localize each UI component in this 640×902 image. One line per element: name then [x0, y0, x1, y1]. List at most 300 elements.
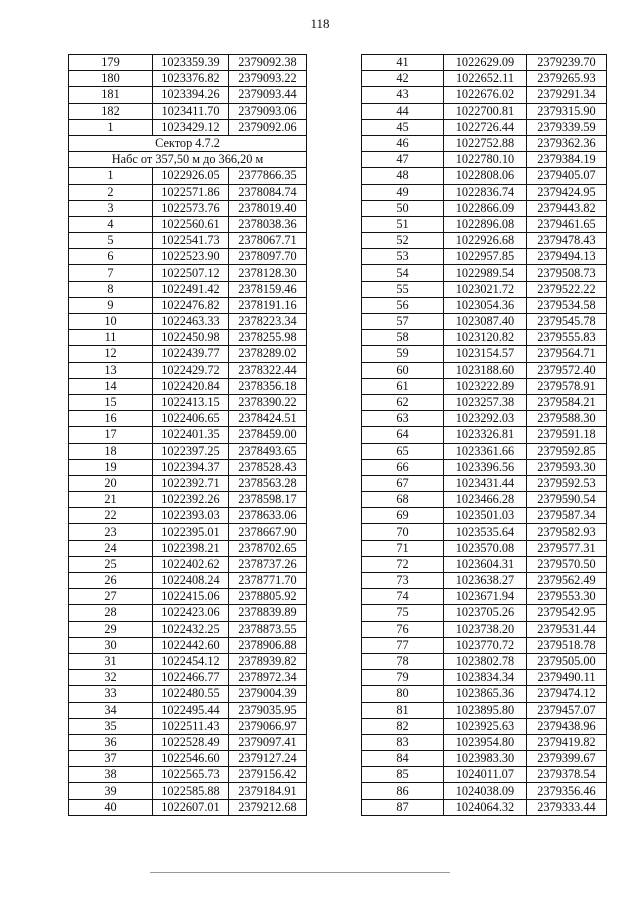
- bottom-divider: [150, 872, 450, 873]
- table-row: [69, 459, 307, 475]
- y-coordinate-cell: 2379035.95: [229, 702, 307, 718]
- point-number-cell: 81: [362, 702, 444, 718]
- x-coordinate-cell: 1022676.02: [444, 87, 527, 103]
- x-coordinate-cell: 1022629.09: [444, 55, 527, 71]
- table-row: [69, 168, 307, 184]
- table-row: [362, 556, 607, 572]
- point-number-cell: 86: [362, 783, 444, 799]
- point-number-cell: 181: [69, 87, 153, 103]
- point-number-cell: 58: [362, 330, 444, 346]
- y-coordinate-cell: 2379339.59: [527, 119, 607, 135]
- y-coordinate-cell: 2379066.97: [229, 718, 307, 734]
- table-row: [69, 556, 307, 572]
- y-coordinate-cell: 2378038.36: [229, 216, 307, 232]
- point-number-cell: 17: [69, 427, 153, 443]
- y-coordinate-cell: 2379553.30: [527, 589, 607, 605]
- x-coordinate-cell: 1022926.05: [153, 168, 229, 184]
- point-number-cell: 49: [362, 184, 444, 200]
- point-number-cell: 7: [69, 265, 153, 281]
- table-row: [362, 265, 607, 281]
- point-number-cell: 24: [69, 540, 153, 556]
- x-coordinate-cell: 1022392.71: [153, 475, 229, 491]
- x-coordinate-cell: 1023087.40: [444, 314, 527, 330]
- point-number-cell: 72: [362, 556, 444, 572]
- y-coordinate-cell: 2379508.73: [527, 265, 607, 281]
- point-number-cell: 31: [69, 653, 153, 669]
- x-coordinate-cell: 1022652.11: [444, 71, 527, 87]
- point-number-cell: 27: [69, 589, 153, 605]
- y-coordinate-cell: 2378084.74: [229, 184, 307, 200]
- table-row: [69, 734, 307, 750]
- point-number-cell: 29: [69, 621, 153, 637]
- table-row: [69, 783, 307, 799]
- point-number-cell: 50: [362, 200, 444, 216]
- point-number-cell: 79: [362, 670, 444, 686]
- table-row: [362, 686, 607, 702]
- x-coordinate-cell: 1022394.37: [153, 459, 229, 475]
- y-coordinate-cell: 2379461.65: [527, 216, 607, 232]
- table-row: [362, 573, 607, 589]
- x-coordinate-cell: 1023865.36: [444, 686, 527, 702]
- y-coordinate-cell: 2378097.70: [229, 249, 307, 265]
- table-row: [69, 265, 307, 281]
- x-coordinate-cell: 1022415.06: [153, 589, 229, 605]
- point-number-cell: 47: [362, 152, 444, 168]
- x-coordinate-cell: 1023021.72: [444, 281, 527, 297]
- point-number-cell: 63: [362, 411, 444, 427]
- table-row: [69, 314, 307, 330]
- table-row: [362, 767, 607, 783]
- table-row: [362, 670, 607, 686]
- x-coordinate-cell: 1023604.31: [444, 556, 527, 572]
- point-number-cell: 22: [69, 508, 153, 524]
- table-row: [69, 119, 307, 135]
- table-row: [362, 492, 607, 508]
- table-row: [362, 87, 607, 103]
- x-coordinate-cell: 1022398.21: [153, 540, 229, 556]
- x-coordinate-cell: 1022752.88: [444, 135, 527, 151]
- y-coordinate-cell: 2378737.26: [229, 556, 307, 572]
- point-number-cell: 78: [362, 653, 444, 669]
- point-number-cell: 42: [362, 71, 444, 87]
- point-number-cell: 75: [362, 605, 444, 621]
- y-coordinate-cell: 2379424.95: [527, 184, 607, 200]
- y-coordinate-cell: 2379564.71: [527, 346, 607, 362]
- point-number-cell: 8: [69, 281, 153, 297]
- point-number-cell: 67: [362, 475, 444, 491]
- point-number-cell: 44: [362, 103, 444, 119]
- table-row: [69, 540, 307, 556]
- y-coordinate-cell: 2379093.44: [229, 87, 307, 103]
- y-coordinate-cell: 2378972.34: [229, 670, 307, 686]
- y-coordinate-cell: 2378424.51: [229, 411, 307, 427]
- x-coordinate-cell: 1023954.80: [444, 734, 527, 750]
- table-row: [362, 718, 607, 734]
- point-number-cell: 57: [362, 314, 444, 330]
- point-number-cell: 6: [69, 249, 153, 265]
- x-coordinate-cell: 1023895.80: [444, 702, 527, 718]
- x-coordinate-cell: 1022573.76: [153, 200, 229, 216]
- table-row: [362, 799, 607, 815]
- table-row: [69, 184, 307, 200]
- table-row: [69, 200, 307, 216]
- table-row: [69, 87, 307, 103]
- point-number-cell: 83: [362, 734, 444, 750]
- y-coordinate-cell: 2378805.92: [229, 589, 307, 605]
- x-coordinate-cell: 1023535.64: [444, 524, 527, 540]
- table-row: [69, 362, 307, 378]
- table-row: [362, 297, 607, 313]
- x-coordinate-cell: 1022406.65: [153, 411, 229, 427]
- x-coordinate-cell: 1023770.72: [444, 637, 527, 653]
- y-coordinate-cell: 2379184.91: [229, 783, 307, 799]
- y-coordinate-cell: 2379093.22: [229, 71, 307, 87]
- y-coordinate-cell: 2379545.78: [527, 314, 607, 330]
- y-coordinate-cell: 2378771.70: [229, 573, 307, 589]
- x-coordinate-cell: 1022808.06: [444, 168, 527, 184]
- table-row: [362, 540, 607, 556]
- left-section-rows: [69, 168, 307, 816]
- point-number-cell: 5: [69, 233, 153, 249]
- right-rows: [362, 55, 607, 816]
- table-row: [69, 524, 307, 540]
- table-row: [69, 492, 307, 508]
- table-row: [69, 297, 307, 313]
- x-coordinate-cell: 1023222.89: [444, 378, 527, 394]
- y-coordinate-cell: 2379490.11: [527, 670, 607, 686]
- table-row: [362, 783, 607, 799]
- y-coordinate-cell: 2378191.16: [229, 297, 307, 313]
- x-coordinate-cell: 1024011.07: [444, 767, 527, 783]
- point-number-cell: 66: [362, 459, 444, 475]
- table-row: [362, 200, 607, 216]
- table-row: [69, 605, 307, 621]
- point-number-cell: 55: [362, 281, 444, 297]
- y-coordinate-cell: 2379584.21: [527, 394, 607, 410]
- table-row: [362, 314, 607, 330]
- point-number-cell: 37: [69, 751, 153, 767]
- point-number-cell: 85: [362, 767, 444, 783]
- point-number-cell: 182: [69, 103, 153, 119]
- x-coordinate-cell: 1023120.82: [444, 330, 527, 346]
- x-coordinate-cell: 1023054.36: [444, 297, 527, 313]
- y-coordinate-cell: 2378019.40: [229, 200, 307, 216]
- y-coordinate-cell: 2378667.90: [229, 524, 307, 540]
- x-coordinate-cell: 1022397.25: [153, 443, 229, 459]
- table-row: [362, 443, 607, 459]
- point-number-cell: 80: [362, 686, 444, 702]
- table-row: [362, 233, 607, 249]
- x-coordinate-cell: 1022896.08: [444, 216, 527, 232]
- y-coordinate-cell: 2378633.06: [229, 508, 307, 524]
- table-row: [69, 216, 307, 232]
- point-number-cell: 54: [362, 265, 444, 281]
- y-coordinate-cell: 2379542.95: [527, 605, 607, 621]
- table-row: [362, 216, 607, 232]
- y-coordinate-cell: 2379127.24: [229, 751, 307, 767]
- table-row: [69, 249, 307, 265]
- table-row: [362, 653, 607, 669]
- point-number-cell: 12: [69, 346, 153, 362]
- y-coordinate-cell: 2378067.71: [229, 233, 307, 249]
- table-row: [362, 71, 607, 87]
- table-row: [69, 475, 307, 491]
- point-number-cell: 82: [362, 718, 444, 734]
- x-coordinate-cell: 1023501.03: [444, 508, 527, 524]
- point-number-cell: 11: [69, 330, 153, 346]
- point-number-cell: 68: [362, 492, 444, 508]
- x-coordinate-cell: 1022429.72: [153, 362, 229, 378]
- x-coordinate-cell: 1022463.33: [153, 314, 229, 330]
- point-number-cell: 40: [69, 799, 153, 815]
- y-coordinate-cell: 2379265.93: [527, 71, 607, 87]
- y-coordinate-cell: 2379315.90: [527, 103, 607, 119]
- point-number-cell: 179: [69, 55, 153, 71]
- x-coordinate-cell: 1022866.09: [444, 200, 527, 216]
- x-coordinate-cell: 1022523.90: [153, 249, 229, 265]
- point-number-cell: 51: [362, 216, 444, 232]
- table-row: [69, 589, 307, 605]
- x-coordinate-cell: 1022480.55: [153, 686, 229, 702]
- x-coordinate-cell: 1022393.03: [153, 508, 229, 524]
- point-number-cell: 35: [69, 718, 153, 734]
- x-coordinate-cell: 1022585.88: [153, 783, 229, 799]
- x-coordinate-cell: 1023359.39: [153, 55, 229, 71]
- table-row: [69, 330, 307, 346]
- y-coordinate-cell: 2378289.02: [229, 346, 307, 362]
- x-coordinate-cell: 1023154.57: [444, 346, 527, 362]
- section-title: Сектор 4.7.2: [69, 135, 307, 151]
- y-coordinate-cell: 2379438.96: [527, 718, 607, 734]
- x-coordinate-cell: 1023326.81: [444, 427, 527, 443]
- y-coordinate-cell: 2379474.12: [527, 686, 607, 702]
- y-coordinate-cell: 2379531.44: [527, 621, 607, 637]
- table-row: [69, 621, 307, 637]
- y-coordinate-cell: 2378598.17: [229, 492, 307, 508]
- x-coordinate-cell: 1023738.20: [444, 621, 527, 637]
- x-coordinate-cell: 1022511.43: [153, 718, 229, 734]
- table-row: [362, 249, 607, 265]
- point-number-cell: 41: [362, 55, 444, 71]
- x-coordinate-cell: 1022392.26: [153, 492, 229, 508]
- point-number-cell: 180: [69, 71, 153, 87]
- point-number-cell: 38: [69, 767, 153, 783]
- table-row: [362, 475, 607, 491]
- y-coordinate-cell: 2378223.34: [229, 314, 307, 330]
- point-number-cell: 65: [362, 443, 444, 459]
- y-coordinate-cell: 2378702.65: [229, 540, 307, 556]
- y-coordinate-cell: 2379562.49: [527, 573, 607, 589]
- x-coordinate-cell: 1022700.81: [444, 103, 527, 119]
- x-coordinate-cell: 1022395.01: [153, 524, 229, 540]
- point-number-cell: 1: [69, 119, 153, 135]
- point-number-cell: 33: [69, 686, 153, 702]
- table-row: [69, 233, 307, 249]
- x-coordinate-cell: 1023394.26: [153, 87, 229, 103]
- point-number-cell: 87: [362, 799, 444, 815]
- table-row: [362, 621, 607, 637]
- coordinates-table-right: [361, 54, 607, 816]
- table-row: [362, 702, 607, 718]
- x-coordinate-cell: 1023638.27: [444, 573, 527, 589]
- y-coordinate-cell: 2379399.67: [527, 751, 607, 767]
- y-coordinate-cell: 2379478.43: [527, 233, 607, 249]
- x-coordinate-cell: 1022442.60: [153, 637, 229, 653]
- y-coordinate-cell: 2379518.78: [527, 637, 607, 653]
- point-number-cell: 39: [69, 783, 153, 799]
- y-coordinate-cell: 2379405.07: [527, 168, 607, 184]
- y-coordinate-cell: 2378528.43: [229, 459, 307, 475]
- x-coordinate-cell: 1022420.84: [153, 378, 229, 394]
- point-number-cell: 56: [362, 297, 444, 313]
- x-coordinate-cell: 1022528.49: [153, 734, 229, 750]
- point-number-cell: 32: [69, 670, 153, 686]
- table-row: [69, 702, 307, 718]
- x-coordinate-cell: 1022926.68: [444, 233, 527, 249]
- point-number-cell: 43: [362, 87, 444, 103]
- point-number-cell: 53: [362, 249, 444, 265]
- x-coordinate-cell: 1022432.25: [153, 621, 229, 637]
- point-number-cell: 70: [362, 524, 444, 540]
- y-coordinate-cell: 2378255.98: [229, 330, 307, 346]
- point-number-cell: 30: [69, 637, 153, 653]
- x-coordinate-cell: 1022402.62: [153, 556, 229, 572]
- x-coordinate-cell: 1022565.73: [153, 767, 229, 783]
- y-coordinate-cell: 2379443.82: [527, 200, 607, 216]
- x-coordinate-cell: 1022560.61: [153, 216, 229, 232]
- y-coordinate-cell: 2379555.83: [527, 330, 607, 346]
- point-number-cell: 26: [69, 573, 153, 589]
- table-row: [69, 346, 307, 362]
- y-coordinate-cell: 2378873.55: [229, 621, 307, 637]
- table-row: [69, 378, 307, 394]
- table-row: [362, 103, 607, 119]
- x-coordinate-cell: 1023292.03: [444, 411, 527, 427]
- x-coordinate-cell: 1023429.12: [153, 119, 229, 135]
- point-number-cell: 4: [69, 216, 153, 232]
- y-coordinate-cell: 2379457.07: [527, 702, 607, 718]
- x-coordinate-cell: 1023257.38: [444, 394, 527, 410]
- x-coordinate-cell: 1022607.01: [153, 799, 229, 815]
- y-coordinate-cell: 2379505.00: [527, 653, 607, 669]
- x-coordinate-cell: 1022571.86: [153, 184, 229, 200]
- y-coordinate-cell: 2379239.70: [527, 55, 607, 71]
- table-row: [69, 103, 307, 119]
- table-row: [362, 184, 607, 200]
- point-number-cell: 20: [69, 475, 153, 491]
- y-coordinate-cell: 2379097.41: [229, 734, 307, 750]
- y-coordinate-cell: 2379592.53: [527, 475, 607, 491]
- x-coordinate-cell: 1022726.44: [444, 119, 527, 135]
- table-row: [362, 459, 607, 475]
- point-number-cell: 45: [362, 119, 444, 135]
- point-number-cell: 28: [69, 605, 153, 621]
- point-number-cell: 9: [69, 297, 153, 313]
- y-coordinate-cell: 2379092.38: [229, 55, 307, 71]
- table-row: [362, 524, 607, 540]
- x-coordinate-cell: 1022989.54: [444, 265, 527, 281]
- x-coordinate-cell: 1023188.60: [444, 362, 527, 378]
- table-row: [362, 152, 607, 168]
- x-coordinate-cell: 1022413.15: [153, 394, 229, 410]
- y-coordinate-cell: 2379588.30: [527, 411, 607, 427]
- y-coordinate-cell: 2379156.42: [229, 767, 307, 783]
- left-top-rows: [69, 55, 307, 136]
- point-number-cell: 76: [362, 621, 444, 637]
- y-coordinate-cell: 2379522.22: [527, 281, 607, 297]
- x-coordinate-cell: 1023396.56: [444, 459, 527, 475]
- point-number-cell: 3: [69, 200, 153, 216]
- y-coordinate-cell: 2378906.88: [229, 637, 307, 653]
- point-number-cell: 34: [69, 702, 153, 718]
- y-coordinate-cell: 2379093.06: [229, 103, 307, 119]
- y-coordinate-cell: 2379333.44: [527, 799, 607, 815]
- table-row: [362, 119, 607, 135]
- y-coordinate-cell: 2378128.30: [229, 265, 307, 281]
- y-coordinate-cell: 2379494.13: [527, 249, 607, 265]
- point-number-cell: 1: [69, 168, 153, 184]
- point-number-cell: 73: [362, 573, 444, 589]
- point-number-cell: 77: [362, 637, 444, 653]
- x-coordinate-cell: 1022401.35: [153, 427, 229, 443]
- table-row: [362, 135, 607, 151]
- point-number-cell: 64: [362, 427, 444, 443]
- table-row: [362, 168, 607, 184]
- table-row: [69, 751, 307, 767]
- point-number-cell: 16: [69, 411, 153, 427]
- table-row: [69, 443, 307, 459]
- y-coordinate-cell: 2377866.35: [229, 168, 307, 184]
- x-coordinate-cell: 1023431.44: [444, 475, 527, 491]
- point-number-cell: 69: [362, 508, 444, 524]
- page-number: 118: [310, 16, 330, 31]
- y-coordinate-cell: 2379092.06: [229, 119, 307, 135]
- x-coordinate-cell: 1023466.28: [444, 492, 527, 508]
- x-coordinate-cell: 1023411.70: [153, 103, 229, 119]
- y-coordinate-cell: 2378459.00: [229, 427, 307, 443]
- x-coordinate-cell: 1022454.12: [153, 653, 229, 669]
- point-number-cell: 46: [362, 135, 444, 151]
- table-row: [362, 394, 607, 410]
- x-coordinate-cell: 1023671.94: [444, 589, 527, 605]
- point-number-cell: 13: [69, 362, 153, 378]
- table-row: [69, 670, 307, 686]
- x-coordinate-cell: 1023834.34: [444, 670, 527, 686]
- x-coordinate-cell: 1024064.32: [444, 799, 527, 815]
- y-coordinate-cell: 2379291.34: [527, 87, 607, 103]
- x-coordinate-cell: 1022476.82: [153, 297, 229, 313]
- y-coordinate-cell: 2378839.89: [229, 605, 307, 621]
- y-coordinate-cell: 2379590.54: [527, 492, 607, 508]
- y-coordinate-cell: 2378563.28: [229, 475, 307, 491]
- point-number-cell: 10: [69, 314, 153, 330]
- x-coordinate-cell: 1022495.44: [153, 702, 229, 718]
- y-coordinate-cell: 2378159.46: [229, 281, 307, 297]
- point-number-cell: 48: [362, 168, 444, 184]
- x-coordinate-cell: 1023705.26: [444, 605, 527, 621]
- point-number-cell: 25: [69, 556, 153, 572]
- table-row: [362, 378, 607, 394]
- table-row: [362, 605, 607, 621]
- y-coordinate-cell: 2378939.82: [229, 653, 307, 669]
- y-coordinate-cell: 2379534.58: [527, 297, 607, 313]
- point-number-cell: 61: [362, 378, 444, 394]
- table-row: [362, 751, 607, 767]
- y-coordinate-cell: 2379572.40: [527, 362, 607, 378]
- y-coordinate-cell: 2379212.68: [229, 799, 307, 815]
- x-coordinate-cell: 1022836.74: [444, 184, 527, 200]
- x-coordinate-cell: 1022450.98: [153, 330, 229, 346]
